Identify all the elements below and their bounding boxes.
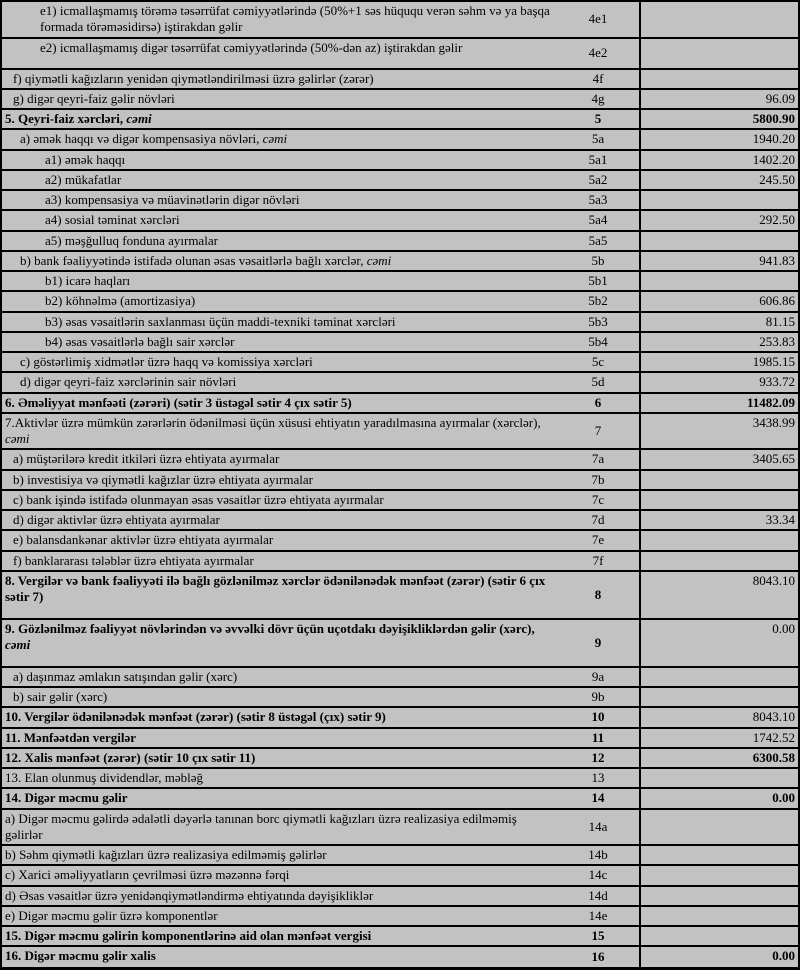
row-label: a) Digər məcmu gəlirdə ədalətli dəyərlə tanınan borc qiymətli kağızları üzrə realizasiya edilməmiş gəlirlər bbox=[5, 810, 517, 842]
row-code: 4f bbox=[592, 70, 604, 86]
row-label: e1) icmallaşmamış törəmə təsərrüfat cəmiyyətlərində (50%+1 səs hüququ verən səhm və ya başqa formada törəməsidirsə) iştirakdan gəlir bbox=[40, 3, 550, 35]
row-value: 8043.10 bbox=[639, 572, 798, 618]
row-label: g) digər qeyri-faiz gəlir növləri bbox=[13, 90, 175, 106]
row-label: a) əmək haqqı və digər kompensasiya növləri, bbox=[20, 131, 263, 147]
row-code: 5a4 bbox=[588, 212, 608, 228]
row-label: d) Əsas vəsaitlər üzrə yenidənqiymətləndirmə ehtiyatında dəyişikliklər bbox=[5, 887, 374, 903]
row-value: 96.09 bbox=[639, 90, 798, 108]
row-description bbox=[2, 171, 557, 189]
row-label-italic-suffix: cəmi bbox=[126, 111, 152, 126]
row-code: 14b bbox=[588, 847, 608, 862]
row-value bbox=[639, 688, 798, 706]
table-row bbox=[2, 708, 798, 728]
row-value: 11482.09 bbox=[639, 394, 798, 412]
row-code: 5b2 bbox=[588, 293, 608, 309]
table-row bbox=[2, 531, 798, 551]
row-value bbox=[639, 191, 798, 209]
row-description bbox=[2, 130, 557, 148]
table-row bbox=[2, 866, 798, 886]
row-label: b1) icarə haqları bbox=[45, 273, 131, 288]
row-description bbox=[2, 668, 557, 686]
table-row bbox=[2, 552, 798, 572]
row-code: 5a bbox=[591, 131, 605, 147]
table-row bbox=[2, 688, 798, 708]
row-value bbox=[639, 907, 798, 925]
row-label: 9. Gözlənilməz fəaliyyət növlərindən və əvvəlki dövr üçün uçotdakı dəyişikliklərdən gəlir (xərc), bbox=[5, 620, 535, 636]
row-description bbox=[2, 866, 557, 884]
row-code: 5b3 bbox=[588, 313, 608, 329]
table-row bbox=[2, 211, 798, 231]
table-row bbox=[2, 130, 798, 150]
row-value: 3405.65 bbox=[639, 450, 798, 468]
row-label: 8. Vergilər və bank fəaliyyəti ilə bağlı gözlənilməz xərclər ödənilənədək mənfəət (zərər) (sətir 6 çıx sətir 7) bbox=[5, 572, 546, 604]
row-code: 15 bbox=[591, 928, 605, 943]
row-label: a1) əmək haqqı bbox=[45, 151, 126, 167]
row-description bbox=[2, 450, 557, 468]
row-code: 9a bbox=[591, 668, 605, 684]
row-value: 253.83 bbox=[639, 333, 798, 351]
row-value bbox=[639, 272, 798, 290]
table-row bbox=[2, 846, 798, 866]
table-row bbox=[2, 414, 798, 451]
row-label: e) balansdankənar aktivlər üzrə ehtiyata ayırmalar bbox=[13, 532, 274, 548]
row-code: 7f bbox=[592, 552, 604, 568]
row-description bbox=[2, 70, 557, 88]
row-label-italic-suffix: cəmi bbox=[366, 252, 392, 268]
row-label: 13. Elan olunmuş dividendlər, məbləğ bbox=[5, 770, 204, 785]
row-code: 5 bbox=[594, 111, 602, 126]
row-description bbox=[2, 333, 557, 351]
row-description bbox=[2, 531, 557, 549]
table-row bbox=[2, 769, 798, 789]
row-code: 14 bbox=[591, 790, 605, 806]
row-value bbox=[639, 491, 798, 509]
row-description bbox=[2, 394, 557, 412]
row-code: 4g bbox=[591, 90, 605, 106]
row-label: 6. Əməliyyat mənfəəti (zərəri) (sətir 3 üstəgəl sətir 4 çıx sətir 5) bbox=[5, 394, 352, 410]
row-value: 1402.20 bbox=[639, 151, 798, 169]
table-row bbox=[2, 394, 798, 414]
row-value bbox=[639, 2, 798, 37]
row-label: 16. Digər məcmu gəlir xalis bbox=[5, 948, 156, 964]
row-label: 10. Vergilər ödənilənədək mənfəət (zərər) (sətir 8 üstəgəl (çıx) sətir 9) bbox=[5, 709, 386, 725]
row-label: b) Səhm qiymətli kağızları üzrə realizasiya edilməmiş gəlirlər bbox=[5, 847, 327, 862]
row-description bbox=[2, 2, 557, 37]
table-row bbox=[2, 313, 798, 333]
row-description bbox=[2, 887, 557, 905]
row-value: 933.72 bbox=[639, 373, 798, 391]
table-row bbox=[2, 171, 798, 191]
row-value: 0.00 bbox=[639, 789, 798, 807]
row-label: 12. Xalis mənfəət (zərər) (sətir 10 çıx sətir 11) bbox=[5, 749, 256, 765]
row-label: f) qiymətli kağızların yenidən qiymətləndirilməsi üzrə gəlirlər (zərər) bbox=[13, 70, 374, 86]
table-row bbox=[2, 491, 798, 511]
row-label: a3) kompensasiya və müavinətlərin digər növləri bbox=[45, 192, 300, 207]
row-label: b) sair gəlir (xərc) bbox=[13, 689, 108, 704]
row-description bbox=[2, 151, 557, 169]
row-value bbox=[639, 769, 798, 787]
table-row bbox=[2, 353, 798, 373]
table-row bbox=[2, 2, 798, 39]
row-code: 9 bbox=[594, 634, 602, 650]
table-row bbox=[2, 151, 798, 171]
row-description bbox=[2, 688, 557, 706]
row-description bbox=[2, 232, 557, 250]
table-row bbox=[2, 292, 798, 312]
row-description bbox=[2, 749, 557, 767]
row-value: 1742.52 bbox=[639, 729, 798, 747]
row-value bbox=[639, 927, 798, 945]
row-description bbox=[2, 552, 557, 570]
row-value bbox=[639, 39, 798, 68]
row-value bbox=[639, 866, 798, 884]
row-label-italic-suffix: cəmi bbox=[5, 637, 31, 652]
row-code: 7b bbox=[591, 471, 605, 487]
row-label-italic-suffix: cəmi bbox=[262, 131, 288, 147]
row-label: d) digər qeyri-faiz xərclərinin sair növləri bbox=[20, 374, 237, 390]
row-value: 5800.90 bbox=[639, 110, 798, 128]
row-code: 14c bbox=[588, 867, 608, 883]
row-code: 13 bbox=[591, 770, 605, 785]
row-description bbox=[2, 272, 557, 290]
row-value: 81.15 bbox=[639, 313, 798, 331]
row-label: f) banklararası tələblər üzrə ehtiyata ayırmalar bbox=[13, 552, 254, 568]
row-label: a5) məşğulluq fonduna ayırmalar bbox=[45, 232, 218, 248]
row-description bbox=[2, 511, 557, 529]
row-code: 5d bbox=[591, 374, 605, 390]
table-row bbox=[2, 789, 798, 809]
row-code: 4e1 bbox=[588, 11, 608, 27]
table-row bbox=[2, 668, 798, 688]
row-label: e) Digər məcmu gəlir üzrə komponentlər bbox=[5, 907, 218, 923]
row-code: 6 bbox=[594, 394, 602, 410]
row-label: b) investisiya və qiymətli kağızlar üzrə ehtiyata ayırmalar bbox=[13, 471, 313, 487]
row-code: 5b4 bbox=[588, 333, 608, 349]
row-label: b) bank fəaliyyətində istifadə olunan əsas vəsaitlərlə bağlı xərclər, bbox=[20, 252, 367, 268]
table-row bbox=[2, 749, 798, 769]
table-row bbox=[2, 887, 798, 907]
row-code: 5a3 bbox=[588, 192, 608, 207]
row-description bbox=[2, 947, 557, 967]
row-description bbox=[2, 353, 557, 371]
row-description bbox=[2, 708, 557, 726]
row-code: 5a5 bbox=[588, 232, 608, 248]
row-value: 3438.99 bbox=[639, 414, 798, 449]
row-label: c) bank işində istifadə olunmayan əsas vəsaitlər üzrə ehtiyata ayırmalar bbox=[13, 491, 384, 507]
row-label-italic-suffix: cəmi bbox=[5, 431, 30, 446]
table-row bbox=[2, 729, 798, 749]
row-label: c) göstərlimiş xidmətlər üzrə haqq və komissiya xərcləri bbox=[20, 354, 313, 369]
row-value: 0.00 bbox=[639, 947, 798, 967]
row-value bbox=[639, 531, 798, 549]
row-description bbox=[2, 729, 557, 747]
row-description bbox=[2, 491, 557, 509]
row-label: 14. Digər məcmu gəlir bbox=[5, 790, 128, 806]
row-label: a) müştərilərə kredit itkiləri üzrə ehtiyata ayırmalar bbox=[13, 451, 280, 467]
table-row bbox=[2, 90, 798, 110]
table-row bbox=[2, 947, 798, 967]
row-description bbox=[2, 846, 557, 864]
row-code: 5b1 bbox=[588, 273, 608, 288]
row-code: 7d bbox=[591, 512, 605, 527]
row-label: e2) icmallaşmamış digər təsərrüfat cəmiyyətlərində (50%-dən az) iştirakdan gəlir bbox=[40, 39, 463, 55]
row-code: 16 bbox=[591, 949, 605, 965]
row-description bbox=[2, 110, 557, 128]
row-value bbox=[639, 471, 798, 489]
row-code: 7e bbox=[591, 532, 605, 548]
table-row bbox=[2, 252, 798, 272]
table-row bbox=[2, 810, 798, 847]
row-description bbox=[2, 373, 557, 391]
table-row bbox=[2, 471, 798, 491]
table-row bbox=[2, 907, 798, 927]
row-value: 33.34 bbox=[639, 511, 798, 529]
row-description bbox=[2, 810, 557, 845]
row-description bbox=[2, 907, 557, 925]
row-code: 10 bbox=[591, 709, 605, 725]
row-code: 12 bbox=[591, 749, 605, 765]
table-row bbox=[2, 373, 798, 393]
row-value bbox=[639, 232, 798, 250]
row-description bbox=[2, 39, 557, 68]
row-description bbox=[2, 313, 557, 331]
table-row bbox=[2, 191, 798, 211]
row-code: 5a2 bbox=[588, 171, 608, 187]
table-row bbox=[2, 511, 798, 531]
row-label: 15. Digər məcmu gəlirin komponentlərinə aid olan mənfəət vergisi bbox=[5, 928, 372, 943]
row-value bbox=[639, 552, 798, 570]
table-row bbox=[2, 39, 798, 70]
row-description bbox=[2, 191, 557, 209]
row-code: 8 bbox=[594, 586, 602, 602]
row-value: 292.50 bbox=[639, 211, 798, 229]
row-code: 7c bbox=[591, 491, 605, 507]
table-row bbox=[2, 110, 798, 130]
row-label: d) digər aktivlər üzrə ehtiyata ayırmalar bbox=[13, 512, 220, 527]
row-description bbox=[2, 927, 557, 945]
row-value bbox=[639, 887, 798, 905]
table-row bbox=[2, 70, 798, 90]
row-code: 5b bbox=[591, 252, 605, 268]
row-code: 7 bbox=[594, 422, 602, 438]
row-code: 14a bbox=[588, 818, 608, 834]
row-value bbox=[639, 846, 798, 864]
row-code: 5a1 bbox=[588, 151, 608, 167]
row-code: 7a bbox=[591, 451, 605, 467]
row-label: a2) mükafatlar bbox=[45, 171, 122, 187]
row-description bbox=[2, 789, 557, 807]
row-value: 6300.58 bbox=[639, 749, 798, 767]
row-value: 8043.10 bbox=[639, 708, 798, 726]
row-label: a4) sosial təminat xərcləri bbox=[45, 212, 180, 228]
table-row bbox=[2, 450, 798, 470]
row-label: a) daşınmaz əmlakın satışından gəlir (xərc) bbox=[13, 668, 238, 684]
row-description bbox=[2, 90, 557, 108]
row-value: 0.00 bbox=[639, 620, 798, 666]
table-row bbox=[2, 232, 798, 252]
table-row bbox=[2, 620, 798, 668]
row-description bbox=[2, 620, 557, 666]
row-label: b2) köhnəlmə (amortizasiya) bbox=[45, 293, 196, 309]
row-label: 7.Aktivlər üzrə mümkün zərərlərin ödənilməsi üçün xüsusi ehtiyatın yaradılmasına ayırmalar (xərclər), bbox=[5, 414, 541, 430]
table-row bbox=[2, 333, 798, 353]
row-description bbox=[2, 252, 557, 270]
row-value: 1940.20 bbox=[639, 130, 798, 148]
row-value: 1985.15 bbox=[639, 353, 798, 371]
row-value: 606.86 bbox=[639, 292, 798, 310]
row-code: 5c bbox=[591, 354, 605, 369]
table-row bbox=[2, 572, 798, 620]
row-code: 9b bbox=[591, 689, 605, 704]
row-label: 5. Qeyri-faiz xərcləri, bbox=[5, 111, 127, 126]
row-value bbox=[639, 70, 798, 88]
row-value: 941.83 bbox=[639, 252, 798, 270]
table-row bbox=[2, 927, 798, 947]
row-description bbox=[2, 292, 557, 310]
table-row bbox=[2, 272, 798, 292]
row-description bbox=[2, 769, 557, 787]
row-label: b4) əsas vəsaitlərlə bağlı sair xərclər bbox=[45, 333, 235, 349]
row-code: 14d bbox=[588, 887, 608, 903]
row-value: 245.50 bbox=[639, 171, 798, 189]
row-label: c) Xarici əməliyyatların çevrilməsi üzrə məzənnə fərqi bbox=[5, 867, 290, 883]
row-description bbox=[2, 414, 557, 449]
row-label: 11. Mənfəətdən vergilər bbox=[5, 729, 137, 745]
row-code: 4e2 bbox=[588, 44, 608, 60]
row-description bbox=[2, 572, 557, 618]
row-description bbox=[2, 471, 557, 489]
row-value bbox=[639, 810, 798, 845]
row-value bbox=[639, 668, 798, 686]
row-label: b3) əsas vəsaitlərin saxlanması üçün maddi-texniki təminat xərcləri bbox=[45, 313, 396, 329]
row-code: 11 bbox=[591, 729, 605, 745]
row-description bbox=[2, 211, 557, 229]
row-code: 14e bbox=[588, 907, 608, 923]
